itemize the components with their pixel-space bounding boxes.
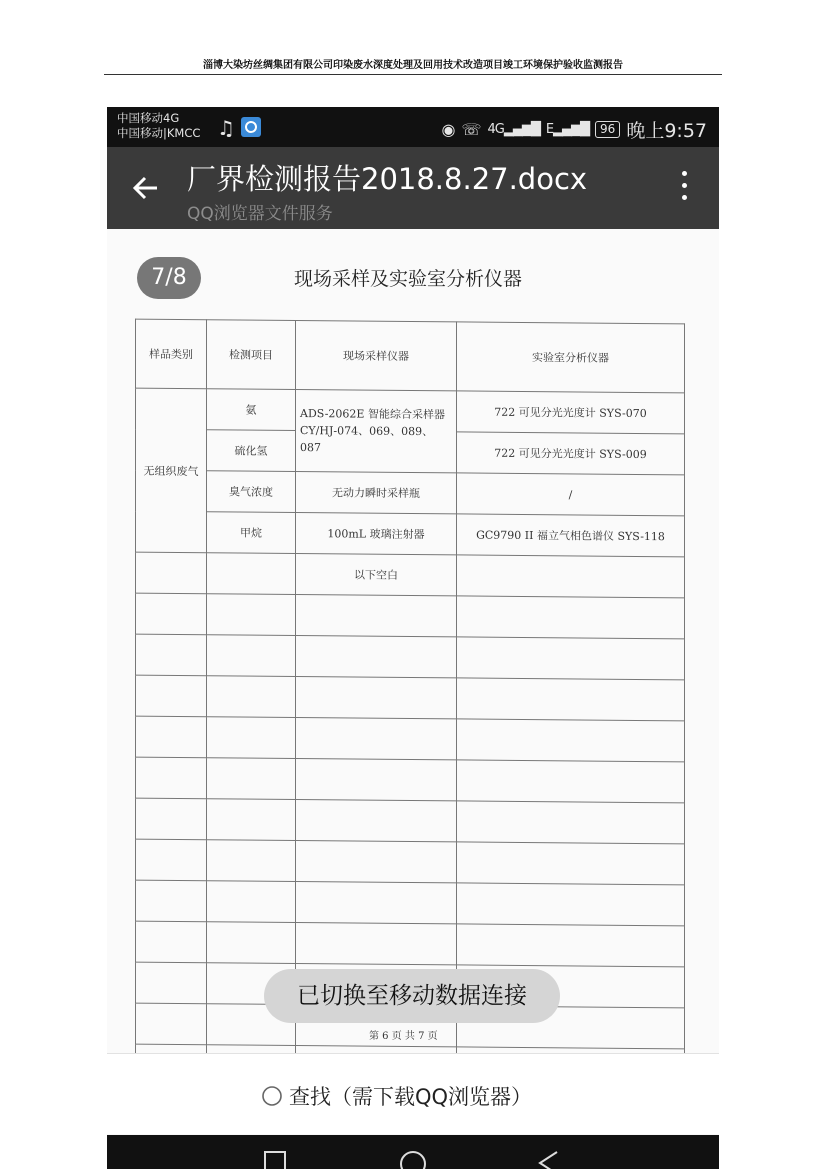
table-row bbox=[136, 675, 685, 721]
table-header-row bbox=[136, 319, 685, 393]
recents-square-icon[interactable] bbox=[262, 1149, 288, 1169]
table-row bbox=[136, 634, 685, 680]
eye-comfort-icon: ◉ bbox=[441, 120, 456, 139]
category-cell: 无组织废气 bbox=[136, 388, 207, 553]
empty-cell bbox=[457, 801, 685, 844]
empty-cell bbox=[207, 717, 296, 759]
document-header: 淄博大染坊丝绸集团有限公司印染废水深度处理及回用技术改造项目竣工环境保护验收监测报告 bbox=[104, 56, 722, 75]
qq-browser-icon bbox=[241, 117, 261, 137]
empty-cell bbox=[296, 759, 457, 801]
table-row bbox=[136, 388, 685, 434]
item-cell: 硫化氢 bbox=[207, 430, 296, 472]
app-bar bbox=[107, 147, 719, 229]
music-note-icon: ♫ bbox=[217, 116, 235, 140]
empty-cell bbox=[296, 923, 457, 965]
carrier-info bbox=[117, 111, 200, 141]
empty-cell bbox=[136, 593, 207, 635]
header-cell: 实验室分析仪器 bbox=[457, 322, 685, 393]
find-button[interactable] bbox=[261, 1081, 532, 1111]
carrier-line-1: 中国移动4G bbox=[117, 111, 180, 125]
empty-cell bbox=[207, 881, 296, 923]
empty-cell bbox=[136, 921, 207, 963]
find-label: 查找（需下载QQ浏览器） bbox=[289, 1085, 533, 1109]
empty-cell bbox=[207, 594, 296, 636]
item-cell: 臭气浓度 bbox=[207, 471, 296, 513]
empty-cell bbox=[207, 553, 296, 595]
empty-cell bbox=[207, 635, 296, 677]
back-arrow-icon[interactable] bbox=[131, 173, 161, 203]
empty-cell bbox=[296, 636, 457, 678]
empty-cell bbox=[457, 842, 685, 885]
blank-note-cell: 以下空白 bbox=[296, 554, 457, 596]
empty-cell bbox=[136, 880, 207, 922]
status-bar bbox=[107, 107, 719, 147]
empty-cell bbox=[457, 678, 685, 721]
phone-screenshot bbox=[107, 107, 719, 1169]
empty-cell bbox=[457, 883, 685, 926]
empty-cell bbox=[207, 758, 296, 800]
more-options-icon[interactable] bbox=[681, 171, 689, 205]
table-row bbox=[136, 757, 685, 803]
header-cell: 检测项目 bbox=[207, 320, 296, 390]
scan-title: 现场采样及实验室分析仪器 bbox=[294, 268, 523, 290]
empty-cell bbox=[296, 800, 457, 842]
lab-instrument-cell: 722 可见分光光度计 SYS-009 bbox=[457, 432, 685, 475]
find-bar[interactable] bbox=[107, 1053, 719, 1134]
table-row bbox=[136, 511, 685, 557]
table-row bbox=[136, 716, 685, 762]
empty-cell bbox=[207, 799, 296, 841]
field-instrument-cell: 100mL 玻璃注射器 bbox=[296, 513, 457, 555]
lab-instrument-cell: / bbox=[457, 473, 685, 516]
document-page-view[interactable] bbox=[107, 229, 719, 1053]
empty-cell bbox=[207, 676, 296, 718]
empty-cell bbox=[457, 760, 685, 803]
table-row bbox=[136, 593, 685, 639]
item-cell: 氨 bbox=[207, 389, 296, 431]
empty-cell bbox=[207, 922, 296, 964]
field-instrument-cell: 无动力瞬时采样瓶 bbox=[296, 472, 457, 514]
lab-instrument-cell: GC9790 II 福立气相色谱仪 SYS-118 bbox=[457, 514, 685, 557]
empty-cell bbox=[457, 596, 685, 639]
empty-cell bbox=[136, 675, 207, 717]
wifi-calling-icon: ☏ bbox=[461, 120, 482, 139]
empty-cell bbox=[136, 552, 207, 594]
empty-cell bbox=[136, 839, 207, 881]
page-footer: 第 6 页 共 7 页 bbox=[369, 1031, 438, 1042]
table-row bbox=[136, 839, 685, 885]
table-row bbox=[136, 921, 685, 967]
clock: 晚上9:57 bbox=[626, 120, 707, 142]
header-cell: 样品类别 bbox=[136, 319, 207, 389]
empty-cell bbox=[457, 555, 685, 598]
empty-cell bbox=[136, 634, 207, 676]
page-indicator: 7/8 bbox=[137, 257, 201, 299]
signal-4g-icon: 4G▂▄▆█ bbox=[487, 122, 540, 137]
home-circle-icon[interactable] bbox=[398, 1149, 428, 1169]
net-e-label: E bbox=[545, 122, 554, 137]
empty-cell bbox=[296, 841, 457, 883]
search-icon bbox=[261, 1085, 283, 1107]
empty-cell bbox=[457, 719, 685, 762]
table-row bbox=[136, 798, 685, 844]
battery-indicator: 96 bbox=[595, 121, 620, 138]
empty-cell bbox=[296, 718, 457, 760]
empty-cell bbox=[136, 716, 207, 758]
lab-instrument-cell: 722 可见分光光度计 SYS-070 bbox=[457, 391, 685, 434]
empty-cell bbox=[136, 1003, 207, 1045]
empty-cell bbox=[136, 798, 207, 840]
empty-cell bbox=[207, 840, 296, 882]
header-cell: 现场采样仪器 bbox=[296, 321, 457, 391]
file-title: 厂界检测报告2018.8.27.docx bbox=[187, 162, 588, 196]
table-row bbox=[136, 880, 685, 926]
table-row bbox=[136, 470, 685, 516]
status-icons bbox=[441, 116, 707, 143]
field-instrument-cell: ADS-2062E 智能综合采样器 CY/HJ-074、069、089、087 bbox=[296, 390, 457, 473]
empty-cell bbox=[296, 595, 457, 637]
signal-e-icon: E▂▄▆█ bbox=[545, 122, 590, 137]
empty-cell bbox=[296, 882, 457, 924]
net-4g-label: 4G bbox=[487, 122, 504, 137]
empty-cell bbox=[296, 677, 457, 719]
empty-cell bbox=[136, 757, 207, 799]
carrier-line-2: 中国移动|KMCC bbox=[117, 126, 201, 140]
navigation-bar bbox=[107, 1135, 719, 1169]
empty-cell bbox=[136, 962, 207, 1004]
item-cell: 甲烷 bbox=[207, 512, 296, 554]
network-toast: 已切换至移动数据连接 bbox=[264, 969, 560, 1023]
empty-cell bbox=[457, 924, 685, 967]
table-row bbox=[136, 552, 685, 598]
back-triangle-icon[interactable] bbox=[535, 1149, 561, 1169]
empty-cell bbox=[457, 637, 685, 680]
file-service-subtitle: QQ浏览器文件服务 bbox=[187, 204, 333, 224]
